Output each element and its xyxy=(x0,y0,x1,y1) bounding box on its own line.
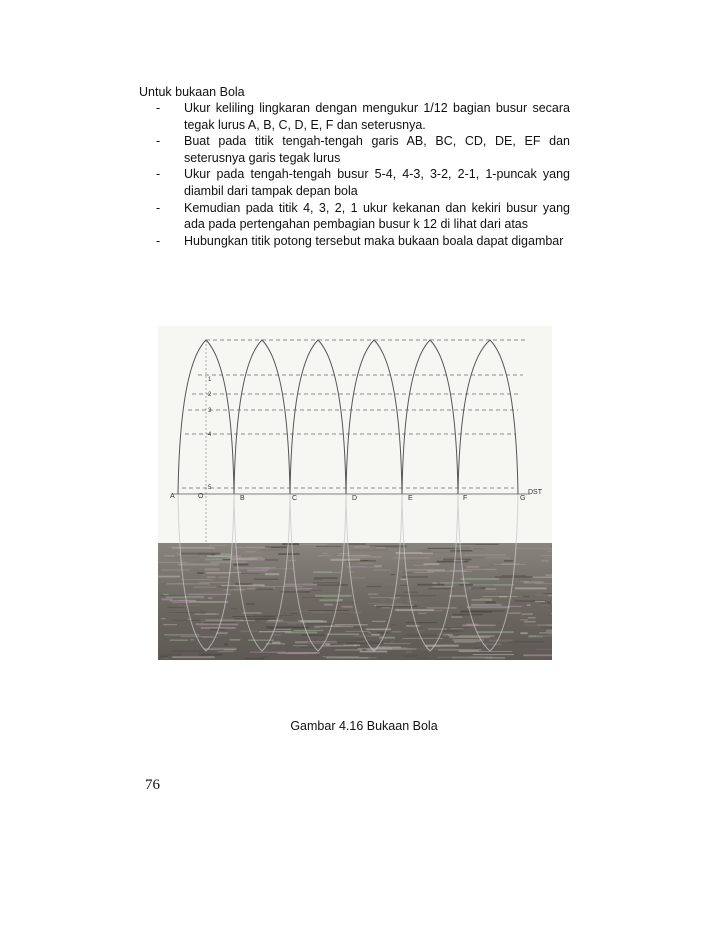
point-label-g: G xyxy=(520,495,526,502)
point-label-e: E xyxy=(408,495,413,502)
sphere-development-figure xyxy=(158,326,552,660)
point-label-c: C xyxy=(292,495,298,502)
bullet-dash: - xyxy=(156,167,161,182)
point-label-f: F xyxy=(463,495,468,502)
step-text: Buat pada titik tengah-tengah garis AB, BC, CD, DE, EF dan seterusnya garis tegak lurus xyxy=(184,134,570,165)
step-item xyxy=(154,233,570,250)
bullet-dash: - xyxy=(156,134,161,149)
step-text: Hubungkan titik potong tersebut maka bukaan boala dapat digambar xyxy=(184,233,564,248)
figure-caption xyxy=(0,719,728,733)
steps-list xyxy=(154,100,570,249)
step-item xyxy=(154,133,570,166)
step-text: Kemudian pada titik 4, 3, 2, 1 ukur kekanan dan kekiri busur yang ada pada pertengahan pembagian busur k 12 di lihat dari atas xyxy=(184,200,570,232)
height-label-1: 1 xyxy=(208,377,212,383)
step-item xyxy=(154,166,570,199)
bullet-dash: - xyxy=(156,233,161,248)
height-label-3: 3 xyxy=(208,408,212,414)
point-label-o: O xyxy=(198,493,204,500)
height-label-5: 5 xyxy=(208,485,212,491)
step-item xyxy=(154,200,570,233)
point-label-d: D xyxy=(352,495,358,502)
step-item xyxy=(154,100,570,133)
intro-heading: Untuk bukaan Bola xyxy=(139,85,245,99)
step-text: Ukur keliling lingkaran dengan mengukur 1/12 bagian busur secara tegak lurus A, B, C, D, E, F dan seterusnya. xyxy=(184,101,570,132)
page-number: 76 xyxy=(145,777,160,793)
bullet-dash: - xyxy=(156,200,161,215)
height-label-2: 2 xyxy=(208,392,212,398)
point-label-b: B xyxy=(240,495,245,502)
point-label-a: A xyxy=(170,493,175,500)
bullet-dash: - xyxy=(156,101,161,115)
step-text: Ukur pada tengah-tengah busur 5-4, 4-3, 3-2, 2-1, 1-puncak yang diambil dari tampak depan bola xyxy=(184,167,570,198)
caption-text: Gambar 4.16 Bukaan Bola xyxy=(290,719,438,733)
height-label-4: 4 xyxy=(208,432,212,438)
dst-label: DST xyxy=(528,489,542,496)
